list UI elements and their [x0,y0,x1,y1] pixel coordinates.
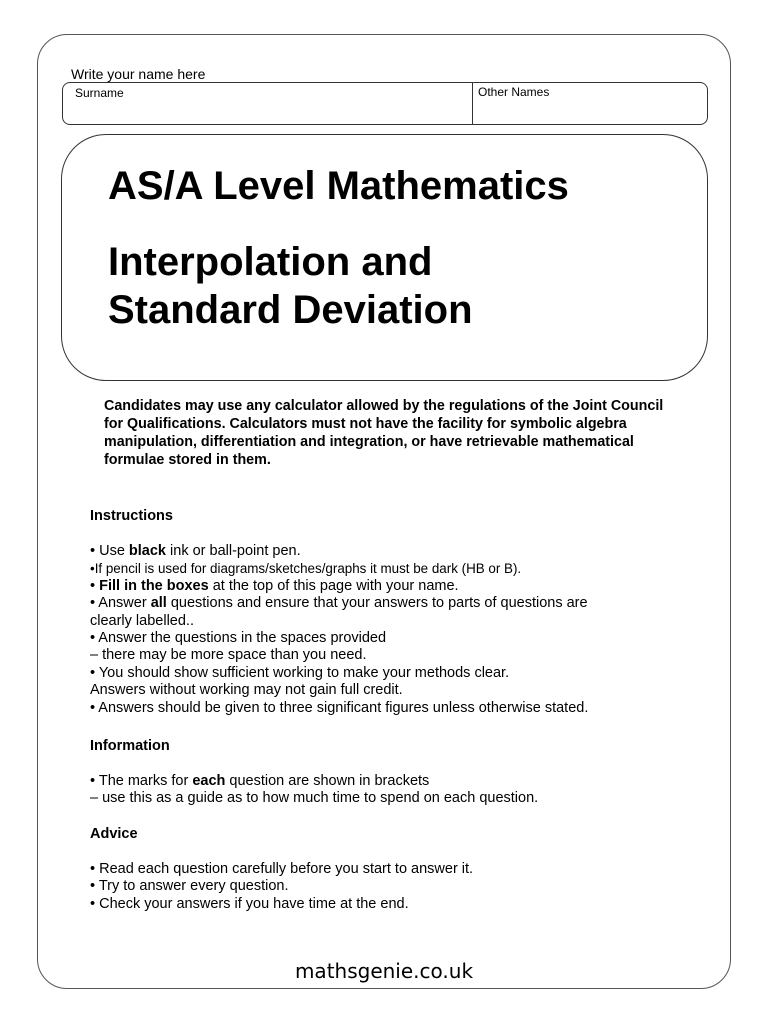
name-box [62,82,708,125]
list-item: • The marks for each question are shown in brackets [90,773,430,789]
instructions-list [90,543,690,717]
list-item: •If pencil is used for diagrams/sketches/graphs it must be dark (HB or B). [90,561,522,577]
advice-list [90,861,690,913]
list-item: • Fill in the boxes at the top of this page with your name. [90,577,459,594]
list-item-continued: clearly labelled.. [90,612,194,629]
footer-site: mathsgenie.co.uk [294,959,474,983]
list-item: • Read each question carefully before you start to answer it. [90,861,474,877]
list-item: • Answer all questions and ensure that your answers to parts of questions are [90,595,588,612]
name-box-divider [472,83,473,124]
subtitle-line-1: Interpolation and [108,240,433,284]
information-heading: Information [90,738,170,754]
list-item: • Use black ink or ball-point pen. [90,543,301,559]
information-list [90,773,690,808]
page-subtitle [108,238,668,334]
surname-field[interactable]: Surname [75,86,124,100]
list-item: • Answers should be given to three significant figures unless otherwise stated. [90,699,589,716]
calculator-note: Candidates may use any calculator allowed by the regulations of the Joint Council for Qualifications. Calculators must not have the facility for symbolic algebra manipulation, differentiation and integration, or have retrievable mathematical formulae stored in them. [104,398,664,468]
list-item: • Answer the questions in the spaces provided [90,630,387,647]
other-names-field[interactable]: Other Names [478,85,550,99]
list-item-continued: – use this as a guide as to how much time to spend on each question. [90,790,539,807]
list-item-continued: Answers without working may not gain full credit. [90,682,403,699]
list-item: • Try to answer every question. [90,878,289,895]
advice-heading: Advice [90,826,138,842]
subtitle-line-2: Standard Deviation [108,288,473,332]
list-item: • Check your answers if you have time at the end. [90,895,409,912]
instructions-heading: Instructions [90,508,173,524]
list-item-continued: – there may be more space than you need. [90,647,367,664]
page-title: AS/A Level Mathematics [108,164,569,208]
list-item: • You should show sufficient working to make your methods clear. [90,664,510,681]
name-label: Write your name here [71,66,206,82]
